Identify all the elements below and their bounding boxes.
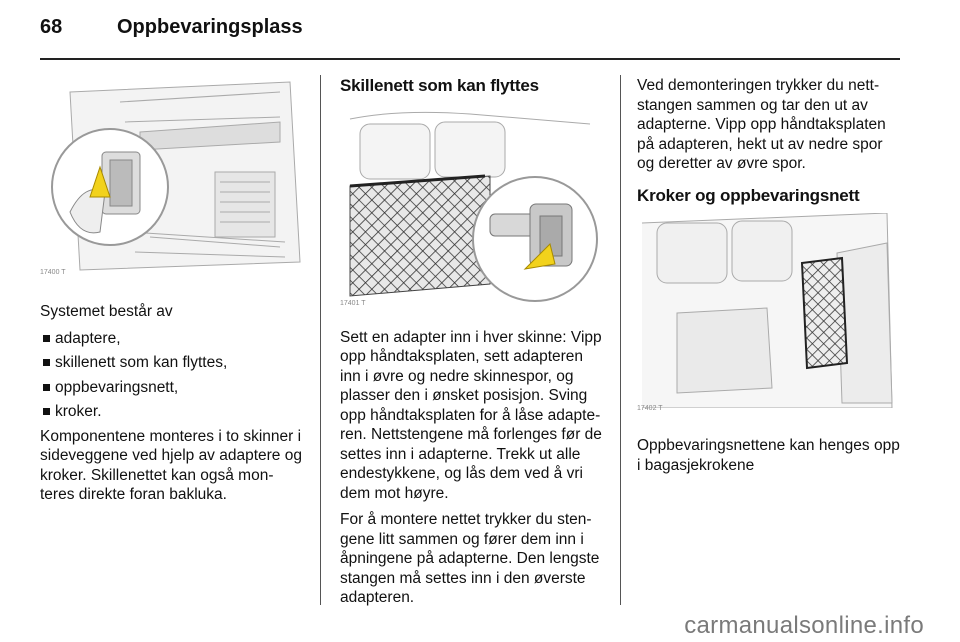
column-divider-2 bbox=[620, 75, 621, 605]
list-item: skillenett som kan flyttes, bbox=[40, 353, 306, 373]
body-paragraph: Oppbevaringsnettene kan henges opp i bagasjekrokene bbox=[637, 437, 900, 474]
page-number: 68 bbox=[40, 16, 63, 38]
column-divider-1 bbox=[320, 75, 321, 605]
body-paragraph: Ved demonteringen trykker du nett-stangen sammen og tar den ut av adapterne. Vipp opp håndtaksplaten på adapteren, hekt ut av nedre spor og deretter av øvre spor. bbox=[637, 77, 886, 172]
adapter-rail-illustration bbox=[40, 72, 302, 272]
figure-code: 17402 T bbox=[637, 404, 663, 412]
figure-divider-net bbox=[340, 104, 602, 314]
column-3 bbox=[637, 76, 903, 482]
list-item: adaptere, bbox=[40, 329, 306, 349]
body-paragraph: For å montere nettet trykker du sten-gene litt sammen og fører dem inn i åpningene på adapterne. Den lengste stangen må settes inn i den øverste adapteren. bbox=[340, 511, 600, 606]
column-1 bbox=[40, 72, 306, 512]
section-heading: Kroker og oppbevaringsnett bbox=[637, 185, 860, 205]
column-2 bbox=[340, 76, 606, 615]
page-title: Oppbevaringsplass bbox=[117, 16, 303, 38]
watermark: carmanualsonline.info bbox=[684, 612, 924, 639]
section-heading: Skillenett som kan flyttes bbox=[340, 76, 539, 95]
figure-adapter-rail bbox=[40, 72, 302, 282]
body-paragraph: Komponentene monteres i to skinner i sideveggene ved hjelp av adaptere og kroker. Skillenettet kan også mon-teres direkte foran bakluka. bbox=[40, 427, 302, 503]
body-paragraph: Sett en adapter inn i hver skinne: Vipp opp håndtaksplaten, sett adapteren inn i øvre og nedre skinnespor, og plasser den i ønsket posisjon. Sving opp håndtaksplaten for å låse adapte-ren. Nettstengene må forlenges før de settes inn i adapterne. Trekk ut alle endestykkene, og lås dem ved å vri dem mot høyre. bbox=[340, 328, 602, 502]
intro-text: Systemet består av bbox=[40, 303, 173, 320]
figure-code: 17401 T bbox=[340, 300, 366, 307]
list-item: kroker. bbox=[40, 402, 306, 422]
figure-storage-net bbox=[637, 213, 899, 418]
list-item: oppbevaringsnett, bbox=[40, 378, 306, 398]
figure-code: 17400 T bbox=[40, 268, 66, 276]
component-list bbox=[40, 329, 306, 422]
divider-net-illustration bbox=[340, 104, 602, 304]
storage-net-illustration bbox=[637, 213, 899, 408]
header-rule bbox=[40, 58, 900, 60]
